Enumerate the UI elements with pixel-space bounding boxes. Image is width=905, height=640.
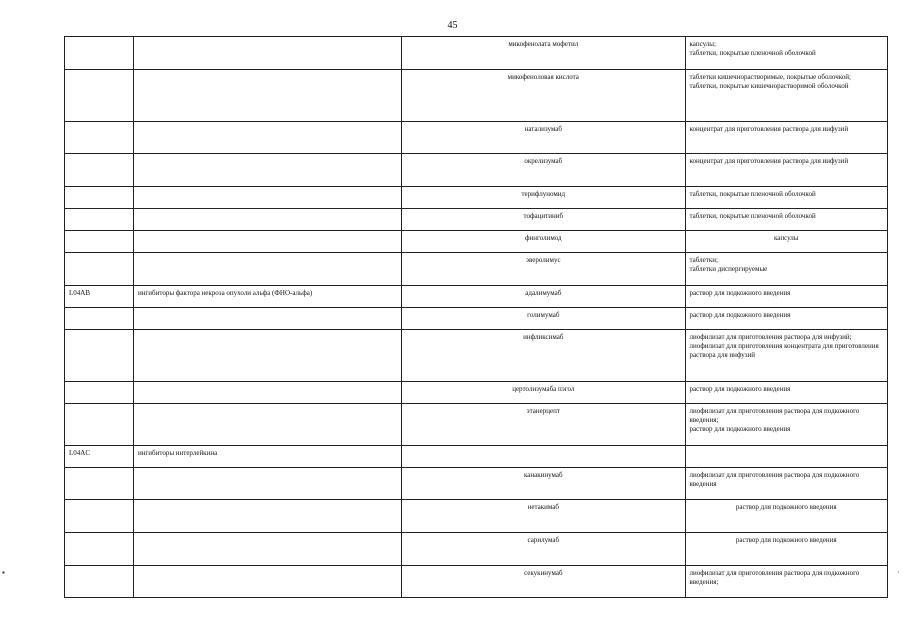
dosage-form-cell (685, 209, 887, 231)
atc-code-cell (65, 209, 134, 231)
dosage-form-line: таблетки кишечнорастворимые, покрытые оболочкой; (689, 73, 851, 81)
dosage-form-line: лиофилизат для приготовления концентрата для приготовления раствора для инфузий (689, 342, 879, 359)
drug-name-cell (402, 446, 685, 468)
group-name-cell (133, 122, 401, 154)
drug-name-cell: секукинумаб (402, 566, 685, 598)
group-name-cell (133, 187, 401, 209)
dosage-form-line: таблетки, покрытые пленочной оболочкой (689, 49, 816, 57)
drug-name-cell: окрелизумаб (402, 154, 685, 187)
dosage-form-cell (685, 404, 887, 446)
atc-code-cell (65, 187, 134, 209)
drug-name-cell: цертолизумаба пэгол (402, 382, 685, 404)
dosage-form-line: раствор для подкожного введения (689, 425, 791, 433)
group-name-cell (133, 70, 401, 122)
atc-code-cell (65, 330, 134, 382)
group-name-cell (133, 231, 401, 253)
atc-code-cell (65, 308, 134, 330)
table-row (65, 468, 888, 500)
drug-name-cell: натализумаб (402, 122, 685, 154)
drug-name-cell: канакинумаб (402, 468, 685, 500)
dosage-form-cell (685, 446, 887, 468)
dosage-form-cell (685, 253, 887, 286)
drug-name-cell: нетакимаб (402, 500, 685, 533)
table-row (65, 446, 888, 468)
group-name-cell (133, 382, 401, 404)
dosage-form-line: таблетки, покрытые пленочной оболочкой (689, 212, 816, 220)
atc-code-cell (65, 154, 134, 187)
table-row (65, 209, 888, 231)
drug-name-cell: тофацитиниб (402, 209, 685, 231)
dosage-form-cell (685, 500, 887, 533)
dosage-form-cell (685, 154, 887, 187)
dosage-form-cell (685, 37, 887, 70)
dosage-form-cell (685, 286, 887, 308)
atc-code-cell (65, 253, 134, 286)
dosage-form-line: таблетки, покрытые пленочной оболочкой (689, 190, 816, 198)
table-row (65, 154, 888, 187)
group-name-cell (133, 533, 401, 566)
atc-code-cell (65, 533, 134, 566)
dosage-form-line: капсулы (774, 234, 799, 242)
dosage-form-cell (685, 122, 887, 154)
dosage-form-cell (685, 533, 887, 566)
dosage-form-cell (685, 382, 887, 404)
table-row (65, 37, 888, 70)
drug-table (64, 36, 888, 598)
dosage-form-line: таблетки диспергируемые (689, 265, 768, 273)
dosage-form-cell (685, 308, 887, 330)
atc-code-cell (65, 468, 134, 500)
group-name-cell (133, 37, 401, 70)
group-name-cell (133, 253, 401, 286)
atc-code-cell (65, 231, 134, 253)
dosage-form-line: таблетки, покрытые кишечнорастворимой оболочкой (689, 82, 849, 90)
dosage-form-cell (685, 330, 887, 382)
dosage-form-cell (685, 468, 887, 500)
drug-name-cell: этанерцепт (402, 404, 685, 446)
dosage-form-cell (685, 566, 887, 598)
atc-code-cell (65, 500, 134, 533)
drug-name-cell: голимумаб (402, 308, 685, 330)
dosage-form-line: раствор для подкожного введения (689, 289, 791, 297)
dosage-form-line: таблетки; (689, 256, 718, 264)
scan-edge-mark-left: ▪ (2, 568, 5, 577)
drug-name-cell: микофеноловая кислота (402, 70, 685, 122)
dosage-form-line: капсулы; (689, 40, 716, 48)
dosage-form-line: лиофилизат для приготовления раствора для подкожного введения; (689, 407, 860, 424)
table-row (65, 382, 888, 404)
table-row (65, 533, 888, 566)
group-name-cell: ингибиторы интерлейкина (133, 446, 401, 468)
dosage-form-line: концентрат для приготовления раствора для инфузий (689, 125, 849, 133)
atc-code-cell (65, 37, 134, 70)
drug-name-cell: сарилумаб (402, 533, 685, 566)
drug-name-cell: инфликсимаб (402, 330, 685, 382)
drug-name-cell: эверолимус (402, 253, 685, 286)
dosage-form-cell (685, 187, 887, 209)
drug-name-cell: финголимод (402, 231, 685, 253)
atc-code-cell (65, 70, 134, 122)
table-row (65, 122, 888, 154)
atc-code-cell: L04AC (65, 446, 134, 468)
group-name-cell (133, 209, 401, 231)
atc-code-cell (65, 404, 134, 446)
group-name-cell (133, 468, 401, 500)
table-row (65, 500, 888, 533)
atc-code-cell (65, 566, 134, 598)
atc-code-cell: L04AB (65, 286, 134, 308)
atc-code-cell (65, 382, 134, 404)
drug-name-cell: терифлуномид (402, 187, 685, 209)
dosage-form-line: раствор для подкожного введения (689, 385, 791, 393)
table-row (65, 70, 888, 122)
dosage-form-line: лиофилизат для приготовления раствора для подкожного введения; (689, 569, 860, 586)
group-name-cell (133, 500, 401, 533)
dosage-form-line: раствор для подкожного введения (735, 503, 837, 511)
table-row (65, 231, 888, 253)
drug-name-cell: микофенолата мофетил (402, 37, 685, 70)
group-name-cell (133, 404, 401, 446)
table-row (65, 308, 888, 330)
group-name-cell (133, 154, 401, 187)
group-name-cell (133, 308, 401, 330)
dosage-form-cell (685, 231, 887, 253)
group-name-cell (133, 330, 401, 382)
group-name-cell (133, 566, 401, 598)
drug-name-cell: адалимумаб (402, 286, 685, 308)
table-row (65, 404, 888, 446)
dosage-form-line: лиофилизат для приготовления раствора для подкожного введения (689, 471, 860, 488)
dosage-form-line: раствор для подкожного введения (689, 311, 791, 319)
table-row (65, 253, 888, 286)
table-row (65, 286, 888, 308)
dosage-form-line: лиофилизат для приготовления раствора для инфузий; (689, 333, 852, 341)
group-name-cell: ингибиторы фактора некроза опухоли альфа (ФНО-альфа) (133, 286, 401, 308)
atc-code-cell (65, 122, 134, 154)
dosage-form-line: раствор для подкожного введения (735, 536, 837, 544)
dosage-form-line: концентрат для приготовления раствора для инфузий (689, 157, 849, 165)
page-number: 45 (447, 20, 458, 31)
scan-edge-mark-right: · (897, 568, 900, 577)
dosage-form-cell (685, 70, 887, 122)
table-row (65, 566, 888, 598)
table-row (65, 330, 888, 382)
table-row (65, 187, 888, 209)
